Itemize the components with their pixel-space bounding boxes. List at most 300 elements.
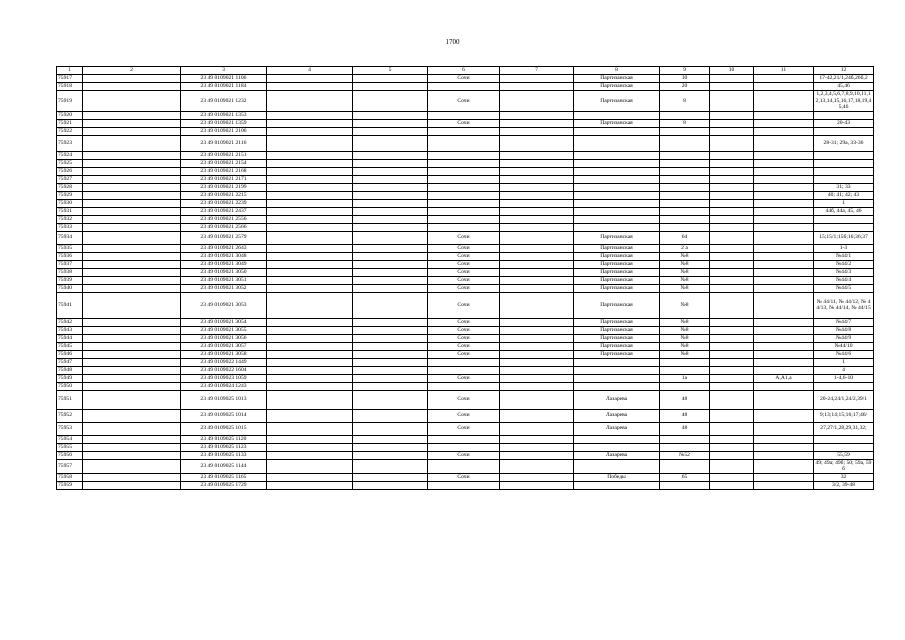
apartments-cell: 20-43	[814, 119, 874, 127]
cell-col4	[267, 215, 353, 223]
cell-col4	[267, 374, 353, 382]
cell-col5	[353, 151, 428, 159]
building-cell	[754, 342, 814, 350]
cell-col4	[267, 268, 353, 276]
cell-col7	[500, 167, 574, 175]
cadastral-number: 23 49 0109021 3048	[181, 252, 267, 260]
cell-col7	[500, 374, 574, 382]
cadastral-number: 23 49 0109025 1013	[181, 390, 267, 409]
building-cell	[754, 292, 814, 318]
street-cell	[574, 175, 660, 183]
cell-col10	[710, 191, 754, 199]
cell-col5	[353, 443, 428, 451]
cell-col4	[267, 207, 353, 215]
cell-col2	[83, 292, 181, 318]
house-cell: 48	[660, 422, 710, 435]
cell-col4	[267, 350, 353, 358]
apartments-cell	[814, 215, 874, 223]
street-cell	[574, 183, 660, 191]
building-cell	[754, 207, 814, 215]
cell-col10	[710, 207, 754, 215]
street-cell: Партизанская	[574, 276, 660, 284]
house-cell	[660, 167, 710, 175]
cell-col4	[267, 191, 353, 199]
cell-col5	[353, 207, 428, 215]
cell-col2	[83, 276, 181, 284]
cell-col5	[353, 119, 428, 127]
cell-col7	[500, 276, 574, 284]
street-cell	[574, 435, 660, 443]
cell-col2	[83, 135, 181, 151]
cell-col5	[353, 473, 428, 481]
column-header: 2	[83, 67, 181, 75]
building-cell	[754, 83, 814, 91]
city-cell: Сочи	[428, 260, 500, 268]
house-cell: 48	[660, 409, 710, 422]
house-cell: 20	[660, 83, 710, 91]
cadastral-number: 23 49 0109025 1120	[181, 435, 267, 443]
cell-col7	[500, 252, 574, 260]
apartments-cell: 1	[814, 358, 874, 366]
table-row	[57, 276, 874, 284]
apartments-cell	[814, 443, 874, 451]
cell-col4	[267, 334, 353, 342]
house-cell	[660, 135, 710, 151]
city-cell: Сочи	[428, 326, 500, 334]
apartments-cell: 40; 41; 42; 43	[814, 191, 874, 199]
building-cell	[754, 435, 814, 443]
cell-col7	[500, 244, 574, 252]
table-row	[57, 175, 874, 183]
building-cell	[754, 127, 814, 135]
cadastral-number: 23 49 0109021 2579	[181, 231, 267, 244]
street-cell: Партизанская	[574, 83, 660, 91]
street-cell: Партизанская	[574, 91, 660, 112]
house-cell: 64	[660, 231, 710, 244]
cell-col7	[500, 284, 574, 292]
house-cell: 2 а	[660, 244, 710, 252]
column-header: 9	[660, 67, 710, 75]
city-cell: Сочи	[428, 409, 500, 422]
apartments-cell: №44/2	[814, 260, 874, 268]
record-number: 75926	[57, 167, 83, 175]
building-cell	[754, 199, 814, 207]
cell-col7	[500, 459, 574, 473]
apartments-cell	[814, 435, 874, 443]
cell-col4	[267, 83, 353, 91]
cadastral-number: 23 49 0109021 1359	[181, 119, 267, 127]
cell-col7	[500, 119, 574, 127]
cell-col2	[83, 231, 181, 244]
cell-col7	[500, 151, 574, 159]
cell-col10	[710, 244, 754, 252]
record-number: 75959	[57, 481, 83, 489]
city-cell: Сочи	[428, 284, 500, 292]
cell-col10	[710, 83, 754, 91]
cell-col7	[500, 231, 574, 244]
table-row	[57, 91, 874, 112]
cell-col7	[500, 175, 574, 183]
apartments-cell: 15;15/1;15б;16;36;37	[814, 231, 874, 244]
cell-col4	[267, 276, 353, 284]
record-number: 75957	[57, 459, 83, 473]
table-row	[57, 111, 874, 119]
apartments-cell: 1-3	[814, 244, 874, 252]
table-row	[57, 231, 874, 244]
apartments-cell: №44/9	[814, 334, 874, 342]
house-cell: №8	[660, 260, 710, 268]
building-cell	[754, 284, 814, 292]
cell-col4	[267, 366, 353, 374]
table-row	[57, 135, 874, 151]
record-number: 75944	[57, 334, 83, 342]
table-row	[57, 459, 874, 473]
cadastral-number: 23 49 0109021 3053	[181, 292, 267, 318]
cell-col4	[267, 459, 353, 473]
house-cell	[660, 111, 710, 119]
cell-col5	[353, 481, 428, 489]
house-cell	[660, 127, 710, 135]
cell-col10	[710, 451, 754, 459]
city-cell	[428, 111, 500, 119]
cadastral-number: 23 49 0109021 2151	[181, 151, 267, 159]
cadastral-number: 23 49 0109021 3049	[181, 260, 267, 268]
building-cell	[754, 350, 814, 358]
table-row	[57, 292, 874, 318]
cell-col2	[83, 223, 181, 231]
street-cell	[574, 111, 660, 119]
cell-col10	[710, 119, 754, 127]
cell-col4	[267, 159, 353, 167]
cell-col4	[267, 223, 353, 231]
apartments-cell: №44/1	[814, 252, 874, 260]
cell-col7	[500, 342, 574, 350]
column-header: 5	[353, 67, 428, 75]
cell-col5	[353, 135, 428, 151]
building-cell	[754, 390, 814, 409]
cell-col7	[500, 451, 574, 459]
street-cell: Лазарева	[574, 422, 660, 435]
cell-col10	[710, 459, 754, 473]
cell-col10	[710, 268, 754, 276]
record-number: 75934	[57, 231, 83, 244]
cadastral-number: 23 49 0109021 3058	[181, 350, 267, 358]
cell-col2	[83, 284, 181, 292]
building-cell	[754, 422, 814, 435]
apartments-cell: №44/10	[814, 342, 874, 350]
cell-col2	[83, 207, 181, 215]
house-cell: №8	[660, 276, 710, 284]
cadastral-number: 23 49 0109025 1133	[181, 451, 267, 459]
cell-col4	[267, 91, 353, 112]
table-row	[57, 159, 874, 167]
street-cell: Партизанская	[574, 252, 660, 260]
cell-col2	[83, 318, 181, 326]
street-cell: Партизанская	[574, 244, 660, 252]
cell-col4	[267, 390, 353, 409]
cell-col7	[500, 390, 574, 409]
street-cell: Партизанская	[574, 350, 660, 358]
column-header: 12	[814, 67, 874, 75]
building-cell	[754, 135, 814, 151]
city-cell	[428, 223, 500, 231]
street-cell: Лазарева	[574, 451, 660, 459]
cell-col5	[353, 199, 428, 207]
street-cell: Лазарева	[574, 409, 660, 422]
building-cell	[754, 159, 814, 167]
cell-col5	[353, 366, 428, 374]
apartments-cell: 1,2,3,4,5,6,7,8,9,10,11,12,13,14,15,16,17,18,19,45,46	[814, 91, 874, 112]
cell-col4	[267, 127, 353, 135]
building-cell	[754, 276, 814, 284]
cadastral-number: 23 49 0109021 2239	[181, 199, 267, 207]
house-cell	[660, 215, 710, 223]
column-header: 6	[428, 67, 500, 75]
cell-col10	[710, 382, 754, 390]
building-cell	[754, 252, 814, 260]
cell-col4	[267, 260, 353, 268]
cell-col5	[353, 75, 428, 83]
record-number: 75925	[57, 159, 83, 167]
cell-col4	[267, 292, 353, 318]
cell-col5	[353, 318, 428, 326]
city-cell	[428, 83, 500, 91]
table-row	[57, 382, 874, 390]
cell-col2	[83, 183, 181, 191]
record-number: 75917	[57, 75, 83, 83]
cell-col2	[83, 167, 181, 175]
city-cell	[428, 151, 500, 159]
cell-col4	[267, 244, 353, 252]
cell-col2	[83, 451, 181, 459]
table-row	[57, 318, 874, 326]
house-cell: 1а	[660, 374, 710, 382]
building-cell	[754, 223, 814, 231]
apartments-cell: №44/6	[814, 350, 874, 358]
table-row	[57, 215, 874, 223]
city-cell	[428, 199, 500, 207]
column-header: 11	[754, 67, 814, 75]
cadastral-number: 23 49 0109021 2556	[181, 215, 267, 223]
cadastral-number: 23 49 0109025 1729	[181, 481, 267, 489]
building-cell	[754, 366, 814, 374]
cell-col2	[83, 151, 181, 159]
cell-col2	[83, 382, 181, 390]
cell-col5	[353, 167, 428, 175]
city-cell: Сочи	[428, 318, 500, 326]
cell-col10	[710, 318, 754, 326]
house-cell: №8	[660, 350, 710, 358]
cell-col4	[267, 481, 353, 489]
cadastral-number: 23 49 0109021 2106	[181, 127, 267, 135]
cell-col5	[353, 459, 428, 473]
record-number: 75952	[57, 409, 83, 422]
cadastral-number: 23 49 0109021 1106	[181, 75, 267, 83]
cell-col4	[267, 473, 353, 481]
cell-col10	[710, 167, 754, 175]
cell-col2	[83, 244, 181, 252]
cell-col5	[353, 358, 428, 366]
cell-col4	[267, 111, 353, 119]
city-cell: Сочи	[428, 422, 500, 435]
cell-col4	[267, 435, 353, 443]
page-number: 1700	[445, 38, 460, 46]
cell-col2	[83, 127, 181, 135]
cadastral-number: 23 49 0109021 3051	[181, 276, 267, 284]
cell-col10	[710, 326, 754, 334]
table-row	[57, 374, 874, 382]
cell-col4	[267, 231, 353, 244]
building-cell	[754, 175, 814, 183]
city-cell	[428, 127, 500, 135]
cell-col4	[267, 175, 353, 183]
house-cell: №8	[660, 268, 710, 276]
register-table	[56, 66, 874, 490]
table-row	[57, 342, 874, 350]
record-number: 75958	[57, 473, 83, 481]
apartments-cell: 20-24,24/1,24/2,39/1	[814, 390, 874, 409]
apartments-cell: 1-4,6-10	[814, 374, 874, 382]
cell-col2	[83, 83, 181, 91]
cadastral-number: 23 49 0109022 1449	[181, 358, 267, 366]
record-number: 75928	[57, 183, 83, 191]
cell-col10	[710, 159, 754, 167]
table-row	[57, 75, 874, 83]
house-cell: №8	[660, 292, 710, 318]
cell-col7	[500, 111, 574, 119]
cadastral-number: 23 49 0109021 3057	[181, 342, 267, 350]
cell-col4	[267, 342, 353, 350]
apartments-cell: №44/8	[814, 326, 874, 334]
record-number: 75935	[57, 244, 83, 252]
cell-col7	[500, 350, 574, 358]
house-cell	[660, 481, 710, 489]
cell-col2	[83, 443, 181, 451]
cell-col5	[353, 451, 428, 459]
street-cell	[574, 382, 660, 390]
cadastral-number: 23 49 0109025 1123	[181, 443, 267, 451]
cell-col4	[267, 119, 353, 127]
cell-col5	[353, 422, 428, 435]
table-row	[57, 252, 874, 260]
street-cell	[574, 215, 660, 223]
cell-col7	[500, 199, 574, 207]
cell-col10	[710, 135, 754, 151]
column-header: 10	[710, 67, 754, 75]
cell-col5	[353, 183, 428, 191]
apartments-cell: №44/7	[814, 318, 874, 326]
cadastral-number: 23 49 0109021 2566	[181, 223, 267, 231]
table-row	[57, 435, 874, 443]
record-number: 75924	[57, 151, 83, 159]
cadastral-number: 23 49 0109025 1144	[181, 459, 267, 473]
apartments-cell	[814, 382, 874, 390]
apartments-cell: 28-31; 29а, 33-36	[814, 135, 874, 151]
cell-col10	[710, 390, 754, 409]
record-number: 75918	[57, 83, 83, 91]
cell-col2	[83, 91, 181, 112]
house-cell: №8	[660, 318, 710, 326]
cell-col2	[83, 75, 181, 83]
cadastral-number: 23 49 0109025 1015	[181, 422, 267, 435]
cell-col10	[710, 374, 754, 382]
apartments-cell	[814, 223, 874, 231]
cell-col5	[353, 260, 428, 268]
table-row	[57, 390, 874, 409]
table-row	[57, 326, 874, 334]
cell-col7	[500, 83, 574, 91]
cadastral-number: 23 49 0109021 2215	[181, 191, 267, 199]
cell-col5	[353, 127, 428, 135]
cadastral-number: 23 49 0109021 3056	[181, 334, 267, 342]
house-cell	[660, 459, 710, 473]
cell-col4	[267, 326, 353, 334]
street-cell: Партизанская	[574, 326, 660, 334]
street-cell	[574, 443, 660, 451]
apartments-cell: №44/3	[814, 268, 874, 276]
table-row	[57, 473, 874, 481]
cell-col5	[353, 244, 428, 252]
cell-col10	[710, 422, 754, 435]
apartments-cell: 17-42,21/1,24б,26б,2	[814, 75, 874, 83]
cell-col2	[83, 191, 181, 199]
house-cell: №8	[660, 284, 710, 292]
header-row	[57, 67, 874, 75]
record-number: 75950	[57, 382, 83, 390]
cell-col5	[353, 276, 428, 284]
city-cell: Сочи	[428, 374, 500, 382]
table-row	[57, 334, 874, 342]
cell-col5	[353, 215, 428, 223]
street-cell: Партизанская	[574, 342, 660, 350]
cell-col7	[500, 159, 574, 167]
street-cell: Партизанская	[574, 334, 660, 342]
building-cell	[754, 91, 814, 112]
table-row	[57, 422, 874, 435]
cell-col4	[267, 199, 353, 207]
city-cell: Сочи	[428, 75, 500, 83]
cell-col2	[83, 119, 181, 127]
cell-col5	[353, 409, 428, 422]
apartments-cell: 4	[814, 366, 874, 374]
cell-col5	[353, 350, 428, 358]
city-cell	[428, 175, 500, 183]
apartments-cell	[814, 159, 874, 167]
cell-col7	[500, 292, 574, 318]
building-cell	[754, 451, 814, 459]
table-row	[57, 268, 874, 276]
cadastral-number: 23 49 0109021 1353	[181, 111, 267, 119]
building-cell	[754, 231, 814, 244]
cell-col7	[500, 260, 574, 268]
cell-col10	[710, 231, 754, 244]
cell-col7	[500, 127, 574, 135]
building-cell	[754, 183, 814, 191]
apartments-cell: 31; 33	[814, 183, 874, 191]
table-row	[57, 366, 874, 374]
city-cell: Сочи	[428, 292, 500, 318]
house-cell	[660, 191, 710, 199]
cell-col10	[710, 409, 754, 422]
cell-col7	[500, 382, 574, 390]
city-cell	[428, 207, 500, 215]
cell-col2	[83, 159, 181, 167]
cell-col7	[500, 334, 574, 342]
column-header: 7	[500, 67, 574, 75]
record-number: 75930	[57, 199, 83, 207]
city-cell	[428, 167, 500, 175]
table-row	[57, 350, 874, 358]
